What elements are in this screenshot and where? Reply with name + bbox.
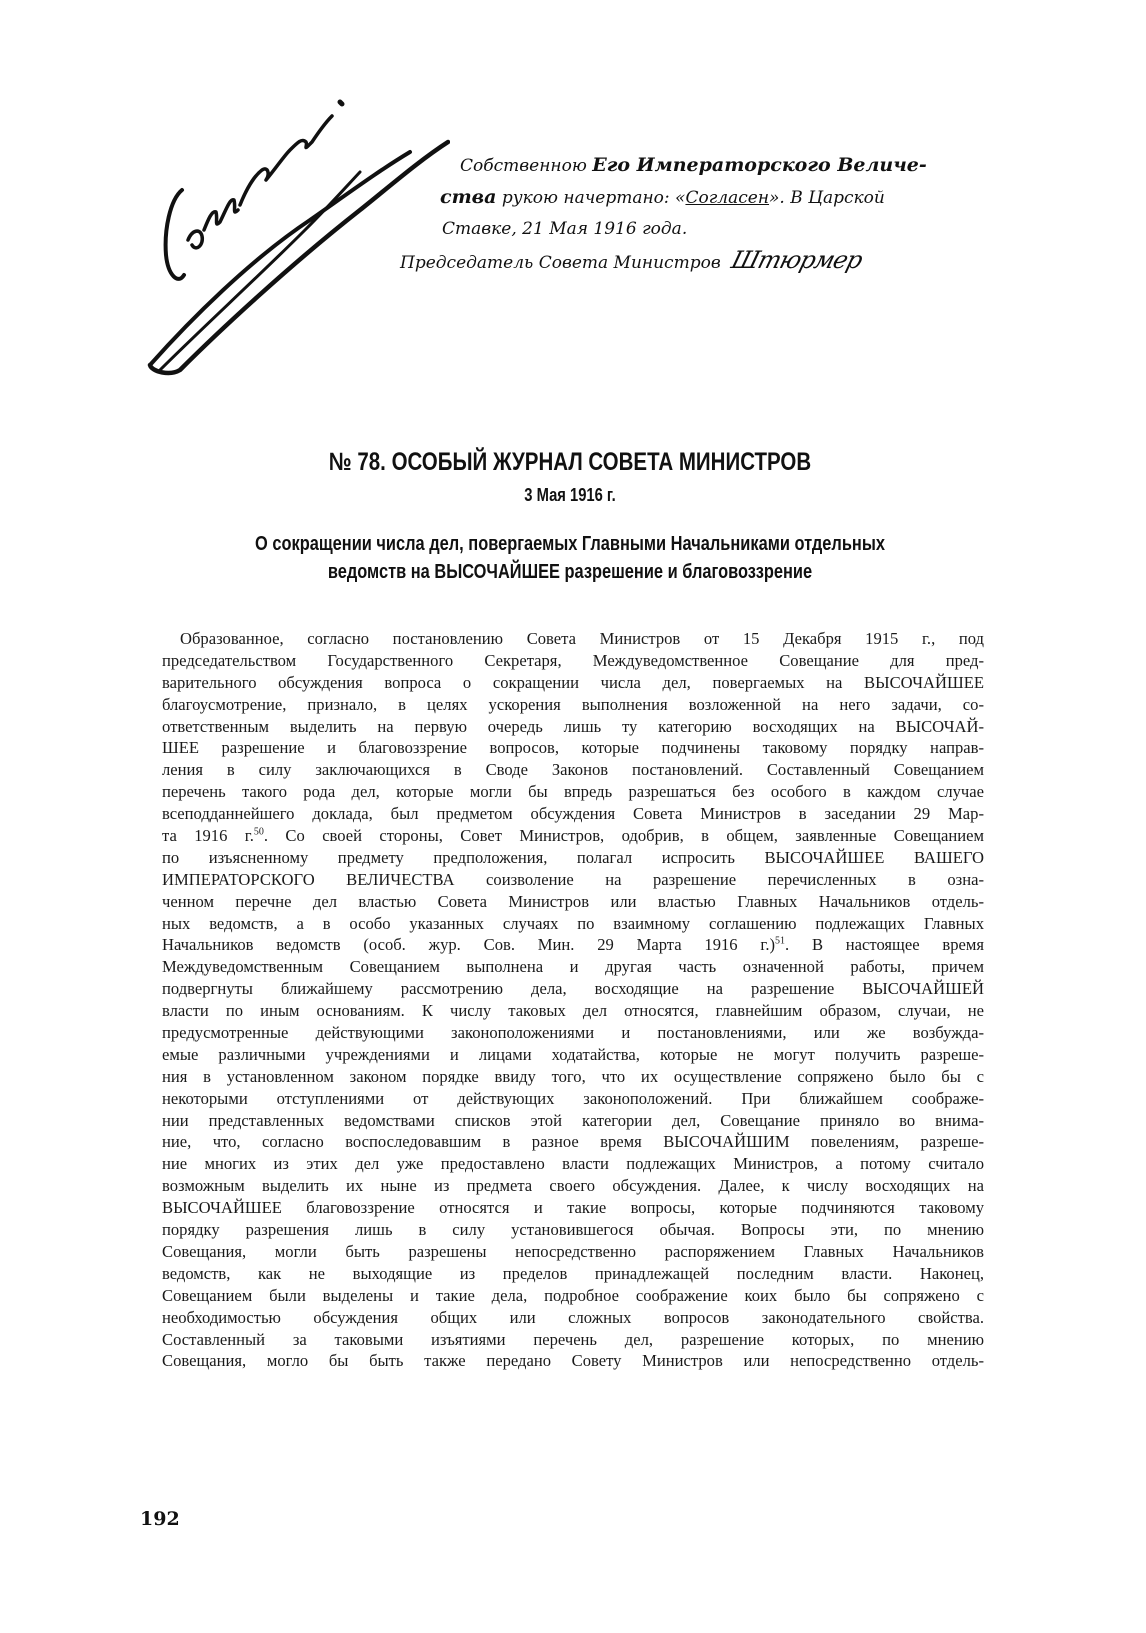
note-text: рукою начертано: « bbox=[501, 188, 686, 208]
subtitle-line: О сокращении числа дел, повергаемых Главными Начальниками отдельных bbox=[255, 533, 885, 555]
body-line: предусмотренные действующими законоположениями и постановлениями, или же возбужда- bbox=[162, 1023, 984, 1043]
body-line: возможным выделить их ныне из предмета своего обсуждения. Далее, к числу восходящих на bbox=[162, 1176, 984, 1196]
body-line: ведомств, как не выходящие из пределов принадлежащей последним власти. Наконец, bbox=[162, 1263, 984, 1283]
body-line: подвергнуты ближайшему рассмотрению дела, восходящие на разрешение ВЫСОЧАЙШЕЙ bbox=[162, 979, 984, 999]
body-line: власти по иным основаниям. К числу таковых дел относятся, главнейшим образом, случаи, не bbox=[162, 1001, 984, 1021]
chairman-signature: Штюрмер bbox=[728, 246, 866, 274]
note-underlined-word: Согласен bbox=[685, 188, 770, 208]
note-line-3 bbox=[430, 214, 990, 245]
body-text: . В настоящее время bbox=[785, 935, 984, 955]
handwritten-certification-note bbox=[400, 150, 990, 279]
body-line: необходимостью обсуждения общих или сложных вопросов законодательного свойства. bbox=[162, 1307, 984, 1327]
body-line: Совещанием были выделены и такие дела, подробное соображение коих было бы сопряжено с bbox=[162, 1285, 984, 1305]
body-line: ние, что, согласно воспоследовавшим в разное время ВЫСОЧАЙШИМ повелениям, разреше- bbox=[162, 1132, 984, 1152]
note-line-1 bbox=[430, 150, 990, 182]
body-line: Образованное, согласно постановлению Совета Министров от 15 Декабря 1915 г., под bbox=[180, 629, 984, 648]
note-text-bold: Его Императорского Величе- bbox=[592, 154, 927, 176]
body-line: ченном перечне дел властью Совета Министров или властью Главных Начальников отдель- bbox=[162, 891, 984, 911]
body-line: ние многих из этих дел уже предоставлено власти подлежащих Министров, а потому считало bbox=[162, 1154, 984, 1174]
note-text: Председатель Совета Министров bbox=[400, 253, 721, 273]
body-line: Совещания, могло бы быть также передано Совету Министров или непосредственно отдель- bbox=[162, 1351, 984, 1371]
subtitle-line: ведомств на ВЫСОЧАЙШЕЕ разрешение и благовоззрение bbox=[327, 561, 813, 583]
body-text: Начальников ведомств (особ. жур. Сов. Мин. 29 Марта 1916 г.) bbox=[162, 935, 775, 955]
body-line: ВЫСОЧАЙШЕЕ благовоззрение относятся и такие вопросы, которые подчиняются таковому bbox=[162, 1198, 984, 1218]
body-line: некоторыми отступлениями от действующих законоположений. При ближайшем соображе- bbox=[162, 1088, 984, 1108]
body-line: Совещания, могли быть разрешены непосредственно распоряжением Главных Начальников bbox=[162, 1241, 984, 1261]
body-line: емые различными учреждениями и лицами ходатайства, которые не могут получить разреше- bbox=[162, 1044, 984, 1064]
body-line: ответственным выделить на первую очередь лишь ту категорию восходящих на ВЫСОЧАЙ- bbox=[162, 716, 984, 736]
note-text: Собственною bbox=[460, 156, 587, 176]
body-line: Составленный за таковыми изъятиями перечень дел, разрешение которых, по мнению bbox=[162, 1329, 984, 1349]
body-line: порядку разрешения лишь в силу установившегося обычая. Вопросы эти, по мнению bbox=[162, 1220, 984, 1240]
body-line: председательством Государственного Секретаря, Междуведомственное Совещание для пред- bbox=[162, 650, 984, 670]
body-line: нии представленных ведомствами списков этой категории дел, Совещание приняло во внима- bbox=[162, 1110, 984, 1130]
document-subtitle bbox=[234, 530, 906, 586]
document-header bbox=[160, 448, 980, 586]
note-line-4 bbox=[400, 245, 990, 279]
body-text: та 1916 г. bbox=[162, 826, 254, 846]
document-title: № 78. ОСОБЫЙ ЖУРНАЛ СОВЕТА МИНИСТРОВ bbox=[328, 448, 812, 476]
page-number: 192 bbox=[140, 1508, 180, 1530]
body-line: перечень такого рода дел, которые могли бы впредь разрешаться без особого в каждом случае bbox=[162, 782, 984, 802]
document-date: 3 Мая 1916 г. bbox=[524, 485, 616, 505]
body-line-with-footnote bbox=[162, 934, 984, 956]
footnote-ref[interactable]: 50 bbox=[253, 826, 264, 838]
body-line: ных ведомств, а в особо указанных случаях по взаимному соглашению подлежащих Главных bbox=[162, 913, 984, 933]
note-text: ». В Царской bbox=[769, 188, 885, 208]
imperial-resolution-handwritten bbox=[130, 80, 450, 380]
resolution-signature-strokes bbox=[130, 80, 450, 380]
body-line: ления в силу заключающихся в Своде Законов постановлений. Составленный Совещанием bbox=[162, 760, 984, 780]
body-line: ИМПЕРАТОРСКОГО ВЕЛИЧЕСТВА соизволение на разрешение перечисленных в озна- bbox=[162, 869, 984, 889]
body-line-with-footnote bbox=[162, 825, 984, 847]
body-line: всеподданнейшего доклада, был предметом обсуждения Совета Министров в заседании 29 Мар- bbox=[162, 804, 984, 824]
body-line: благоусмотрение, признало, в целях ускорения выполнения возложенной на него задачи, со- bbox=[162, 694, 984, 714]
body-text: . Со своей стороны, Совет Министров, одобрив, в общем, заявленные Совещанием bbox=[263, 826, 984, 846]
body-line: ШЕЕ разрешение и благовоззрение вопросов, которые подчинены таковому порядку направ- bbox=[162, 738, 984, 758]
note-text-bold: ства bbox=[440, 186, 497, 208]
body-line: варительного обсуждения вопроса о сокращении числа дел, повергаемых на ВЫСОЧАЙШЕЕ bbox=[162, 672, 984, 692]
body-line: по изъясненному предмету предположения, полагал испросить ВЫСОЧАЙШЕЕ ВАШЕГО bbox=[162, 847, 984, 867]
note-line-2 bbox=[430, 182, 990, 214]
body-line: ния в установленном законом порядке ввиду того, что их осуществление сопряжено было бы с bbox=[162, 1066, 984, 1086]
footnote-ref[interactable]: 51 bbox=[775, 935, 785, 947]
body-line: Междуведомственным Совещанием выполнена и другая часть означенной работы, причем bbox=[162, 957, 984, 977]
note-text: Ставке, 21 Мая 1916 года. bbox=[442, 219, 688, 239]
document-body bbox=[162, 628, 984, 1372]
